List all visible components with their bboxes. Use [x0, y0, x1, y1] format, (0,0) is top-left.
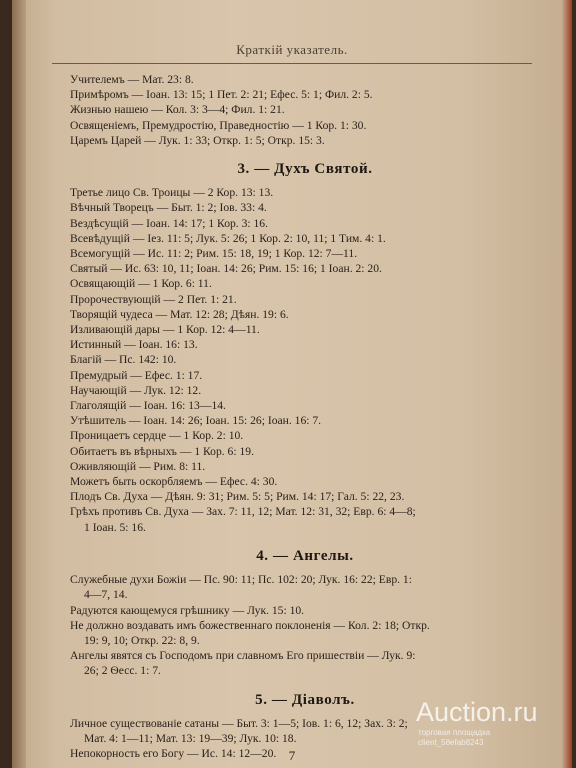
index-content	[70, 72, 540, 761]
index-entry: Примѣромъ — Іоан. 13: 15; 1 Пет. 2: 21; Ефес. 5: 1; Фил. 2: 5.	[70, 88, 373, 102]
index-entry: Святый — Ис. 63: 10, 11; Іоан. 14: 26; Рим. 15: 16; 1 Іоан. 2: 20.	[70, 262, 382, 276]
index-entry: Вездѣсущій — Іоан. 14: 17; 1 Кор. 3: 16.	[70, 216, 268, 230]
index-entry-continuation: 4—7, 14.	[84, 588, 128, 602]
page-gutter-shadow	[12, 0, 26, 768]
index-entry: Вѣчный Творецъ — Быт. 1: 2; Іов. 33: 4.	[70, 201, 267, 215]
index-entry: Третье лицо Св. Троицы — 2 Кор. 13: 13.	[70, 186, 274, 200]
index-entry: Оживляющій — Рим. 8: 11.	[70, 459, 206, 473]
index-entry-continuation: 19: 9, 10; Откр. 22: 8, 9.	[84, 633, 200, 647]
index-entry: Глаголящій — Іоан. 16: 13—14.	[70, 399, 226, 413]
index-entry: Освященіемъ, Премудростію, Праведностію — 1 Кор. 1: 30.	[70, 118, 367, 132]
running-header: Краткій указатель.	[236, 42, 348, 57]
index-entry: Истинный — Іоан. 16: 13.	[70, 338, 198, 352]
index-entry: Премудрый — Ефес. 1: 17.	[70, 368, 203, 382]
index-entry: Жизнью нашею — Кол. 3: 3—4; Фил. 1: 21.	[70, 103, 285, 117]
index-entry: Не должно воздавать имъ божественнаго поклоненія — Кол. 2: 18; Откр.	[70, 618, 430, 632]
index-entry: Пророчествующій — 2 Пет. 1: 21.	[70, 292, 237, 306]
index-entry: Служебные духи Божіи — Пс. 90: 11; Пс. 102: 20; Лук. 16: 22; Евр. 1:	[70, 573, 412, 587]
index-entry: Всемогущій — Ис. 11: 2; Рим. 15: 18, 19; 1 Кор. 12: 7—11.	[70, 247, 358, 261]
index-entry: Грѣхъ противъ Св. Духа — Зах. 7: 11, 12; Мат. 12: 31, 32; Евр. 6: 4—8;	[70, 505, 416, 519]
index-entry-continuation: 26; 2 Ѳесс. 1: 7.	[84, 664, 161, 678]
index-entry: Обитаетъ въ вѣрныхъ — 1 Кор. 6: 19.	[70, 444, 254, 458]
index-entry-continuation: 1 Іоан. 5: 16.	[84, 520, 146, 534]
header-rule	[52, 63, 532, 64]
page-number: 7	[288, 748, 296, 763]
index-entry: Освящающій — 1 Кор. 6: 11.	[70, 277, 212, 291]
auction-logo-watermark: Auction.ru	[416, 697, 538, 727]
watermark-line: торговая площадка	[418, 728, 491, 737]
index-entry: Всевѣдущій — Іез. 11: 5; Лук. 5: 26; 1 Кор. 2: 10, 11; 1 Тим. 4: 1.	[70, 231, 386, 245]
watermark-line: client_58efab8243	[418, 738, 484, 747]
index-entry: Непокорность его Богу — Ис. 14: 12—20.	[70, 747, 277, 761]
index-entry: Творящій чудеса — Мат. 12: 28; Дѣян. 19: 6.	[70, 307, 289, 321]
section-title-devil: 5. — Діаволъ.	[255, 691, 355, 708]
index-entry: Проницаетъ сердце — 1 Кор. 2: 10.	[70, 429, 244, 443]
index-entry: Можетъ быть оскорбляемъ — Ефес. 4: 30.	[70, 475, 278, 489]
watermark-caption	[418, 728, 490, 748]
index-entry: Плодъ Св. Духа — Дѣян. 9: 31; Рим. 5: 5; Рим. 14: 17; Гал. 5: 22, 23.	[70, 490, 405, 504]
index-entry: Ангелы явятся съ Господомъ при славномъ Его пришествіи — Лук. 9:	[70, 649, 416, 663]
index-entry: Благій — Пс. 142: 10.	[70, 353, 177, 367]
book-page	[12, 0, 572, 768]
index-entry: Царемъ Царей — Лук. 1: 33; Откр. 1: 5; Откр. 15: 3.	[70, 133, 325, 147]
book-cover-edge	[562, 0, 572, 768]
index-entry-continuation: Мат. 4: 1—11; Мат. 13: 19—39; Лук. 10: 18.	[84, 731, 297, 745]
index-entry: Научающій — Лук. 12: 12.	[70, 383, 202, 397]
section-title-angels: 4. — Ангелы.	[256, 547, 354, 564]
index-entry: Радуются кающемуся грѣшнику — Лук. 15: 10.	[70, 603, 305, 617]
section-title-holy-spirit: 3. — Духъ Святой.	[237, 161, 373, 178]
index-entry: Утѣшитель — Іоан. 14: 26; Іоан. 15: 26; Іоан. 16: 7.	[70, 414, 322, 428]
index-entry: Учителемъ — Мат. 23: 8.	[70, 73, 194, 86]
index-entry: Изливающій дары — 1 Кор. 12: 4—11.	[70, 323, 260, 337]
index-entry: Личное существованіе сатаны — Быт. 3: 1—5; Іов. 1: 6, 12; Зах. 3: 2;	[70, 716, 408, 730]
